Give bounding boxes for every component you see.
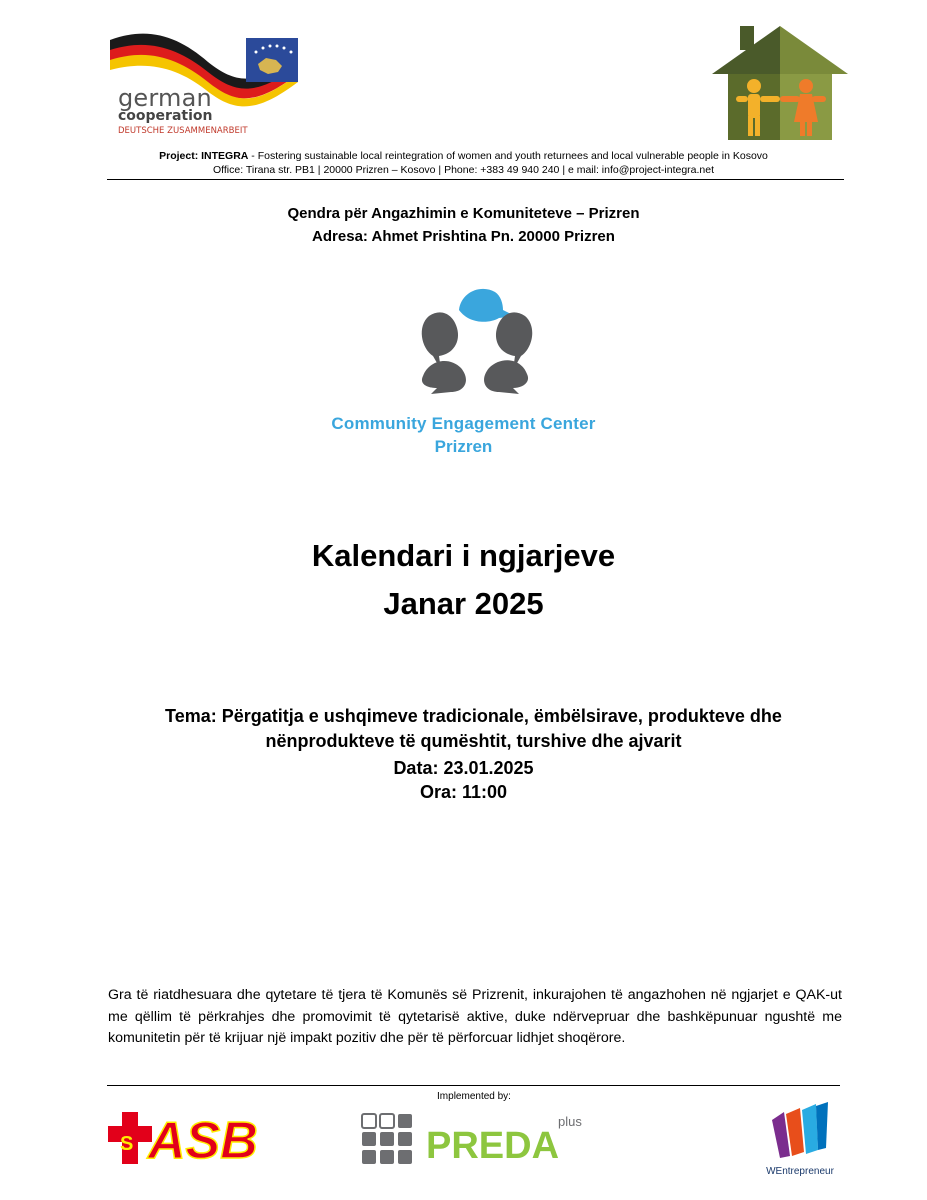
integra-house-logo [712, 24, 848, 142]
svg-text:S: S [120, 1133, 134, 1155]
wentrepreneur-logo [760, 1100, 840, 1178]
project-line [0, 150, 927, 162]
preda-plus-logo [360, 1110, 590, 1168]
community-engagement-center-logo [415, 284, 535, 396]
wentrepreneur-logo-text: WEntrepreneur [766, 1166, 834, 1177]
cec-logo-city: Prizren [434, 437, 493, 456]
office-contact-line: Office: Tirana str. PB1 | 20000 Prizren – Kosovo | Phone: +383 49 940 240 | e mail: info@project-integra.net [212, 164, 715, 176]
asb-logo-text: ASB [148, 1112, 258, 1166]
footer-divider [107, 1085, 840, 1086]
preda-plus-text: plus [558, 1114, 582, 1129]
cec-logo-text: Community Engagement Center [331, 414, 596, 433]
center-name: Qendra për Angazhimin e Komuniteteve – Prizren [287, 205, 640, 222]
event-time: Ora: 11:00 [419, 782, 508, 802]
implemented-by-label: Implemented by: [437, 1091, 511, 1102]
header-divider [107, 179, 844, 180]
center-address: Adresa: Ahmet Prishtina Pn. 20000 Prizren [312, 228, 615, 245]
intro-paragraph: Gra të riatdhesuara dhe qytetare të tjera të Komunës së Prizrenit, inkurajohen të angazhohen në ngjarjet e QAK-ut me qëllim të përkrahjes dhe promovimit të qytetarisë aktive, duke ndërvepruar dhe bashkëpunuar ngushtë me komunitetin për të krijuar një impakt pozitiv dhe për të përforcuar lidhjet shoqërore. [108, 987, 842, 1046]
preda-logo-text: PREDA [426, 1125, 560, 1167]
project-label: Project: INTEGRA [159, 150, 249, 162]
event-topic: Tema: Përgatitja e ushqimeve tradicionale, ëmbëlsirave, produkteve dhe nënprodukteve të qumështit, turshive dhe ajvarit [165, 706, 782, 751]
event-date: Data: 23.01.2025 [393, 758, 534, 778]
calendar-month: Janar 2025 [383, 586, 544, 621]
german-logo-word: german [118, 84, 212, 112]
project-description: - Fostering sustainable local reintegration of women and youth returnees and local vulnerable people in Kosovo [248, 150, 768, 162]
cooperation-logo-word: cooperation [118, 108, 213, 124]
asb-logo [108, 1110, 276, 1166]
deutsche-zusammenarbeit-logo-word: DEUTSCHE ZUSAMMENARBEIT [118, 126, 248, 136]
calendar-title: Kalendari i ngjarjeve [311, 538, 616, 573]
